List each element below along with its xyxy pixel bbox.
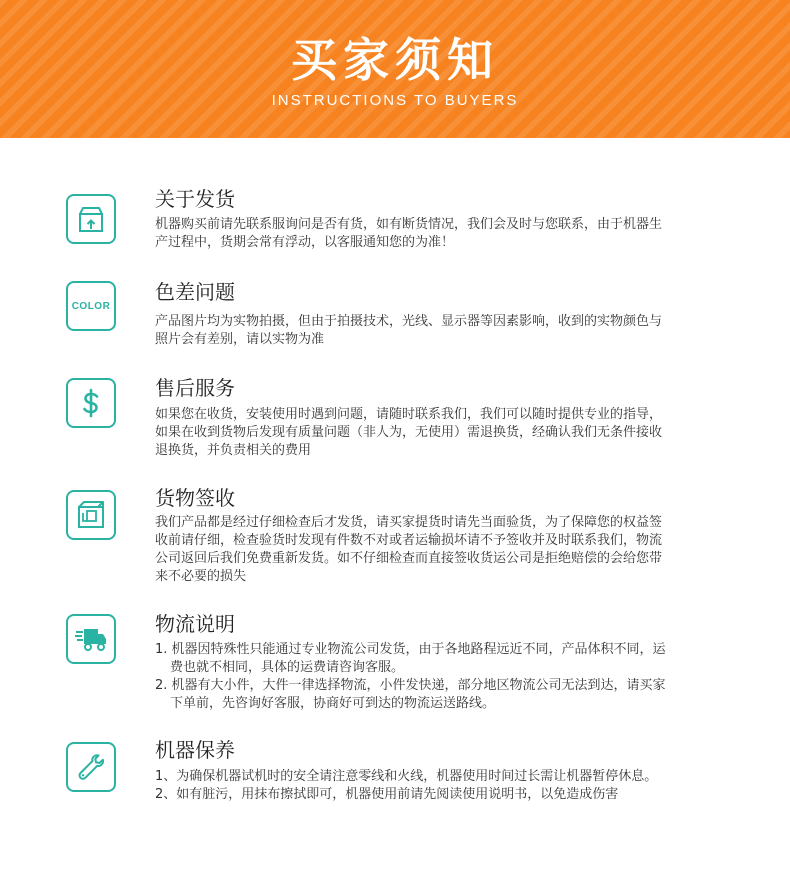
delivery-truck-icon: [66, 614, 116, 664]
list-item-continuation: 费也就不相同，具体的运费请咨询客服。: [170, 660, 405, 675]
body-line: 我们产品都是经过仔细检查后才发货，请买家提货时请先当面验货，为了保障您的权益签: [155, 515, 663, 530]
section-body: [155, 313, 715, 349]
list-item: 1、为确保机器试机时的安全请注意零线和火线，机器使用时间过长需让机器暂停休息。: [155, 769, 658, 784]
body-line: 机器购买前请先联系服询问是否有货，如有断货情况，我们会及时与您联系，由于机器生: [155, 217, 663, 232]
goods-receipt-icon: [66, 490, 116, 540]
section-body: [155, 768, 715, 804]
banner: [0, 0, 790, 138]
list-item: 2、如有脏污，用抹布擦拭即可，机器使用前请先阅读使用说明书，以免造成伤害: [155, 787, 619, 802]
color-icon-label: COLOR: [71, 300, 111, 312]
body-line: 收前请仔细，检查验货时发现有件数不对或者运输损坏请不予签收并及时联系我们，物流: [155, 533, 663, 548]
section-title: 关于发货: [155, 187, 235, 211]
body-line: 照片会有差别，请以实物为准: [155, 332, 325, 347]
body-line: 退换货，并负责相关的费用: [155, 443, 312, 458]
section-body: [155, 216, 715, 252]
body-line: 如果您在收货，安装使用时遇到问题，请随时联系我们，我们可以随时提供专业的指导，: [155, 407, 663, 422]
list-item: 2. 机器有大小件，大件一律选择物流，小件发快递，部分地区物流公司无法到达，请买家: [155, 678, 666, 693]
body-line: 产过程中，货期会常有浮动，以客服通知您的为准！: [155, 235, 455, 250]
color-icon: [66, 281, 116, 331]
body-line: 公司返回后我们免费重新发货。如不仔细检查而直接签收货运公司是拒绝赔偿的会给您带: [155, 551, 663, 566]
section-title: 机器保养: [155, 738, 235, 762]
section-body: [155, 406, 715, 460]
section-body: [155, 514, 715, 586]
package-box-icon: [66, 194, 116, 244]
body-line: 产品图片均为实物拍摄，但由于拍摄技术，光线、显示器等因素影响，收到的实物颜色与: [155, 314, 663, 329]
dollar-icon: [66, 378, 116, 428]
section-title: 货物签收: [155, 486, 235, 510]
list-item: 1. 机器因特殊性只能通过专业物流公司发货，由于各地路程远近不同，产品体积不同，运: [155, 642, 666, 657]
body-line: 如果在收到货物后发现有质量问题（非人为，无使用）需退换货，经确认我们无条件接收: [155, 425, 663, 440]
banner-title: 买家须知: [291, 33, 499, 87]
wrench-icon: [66, 742, 116, 792]
list-item-continuation: 下单前，先咨询好客服，协商好可到达的物流运送路线。: [170, 696, 496, 711]
body-line: 来不必要的损失: [155, 569, 247, 584]
section-body: [155, 641, 715, 713]
section-title: 物流说明: [155, 612, 235, 636]
section-title: 色差问题: [155, 280, 235, 304]
banner-subtitle: INSTRUCTIONS TO BUYERS: [271, 92, 519, 109]
section-title: 售后服务: [155, 376, 235, 400]
